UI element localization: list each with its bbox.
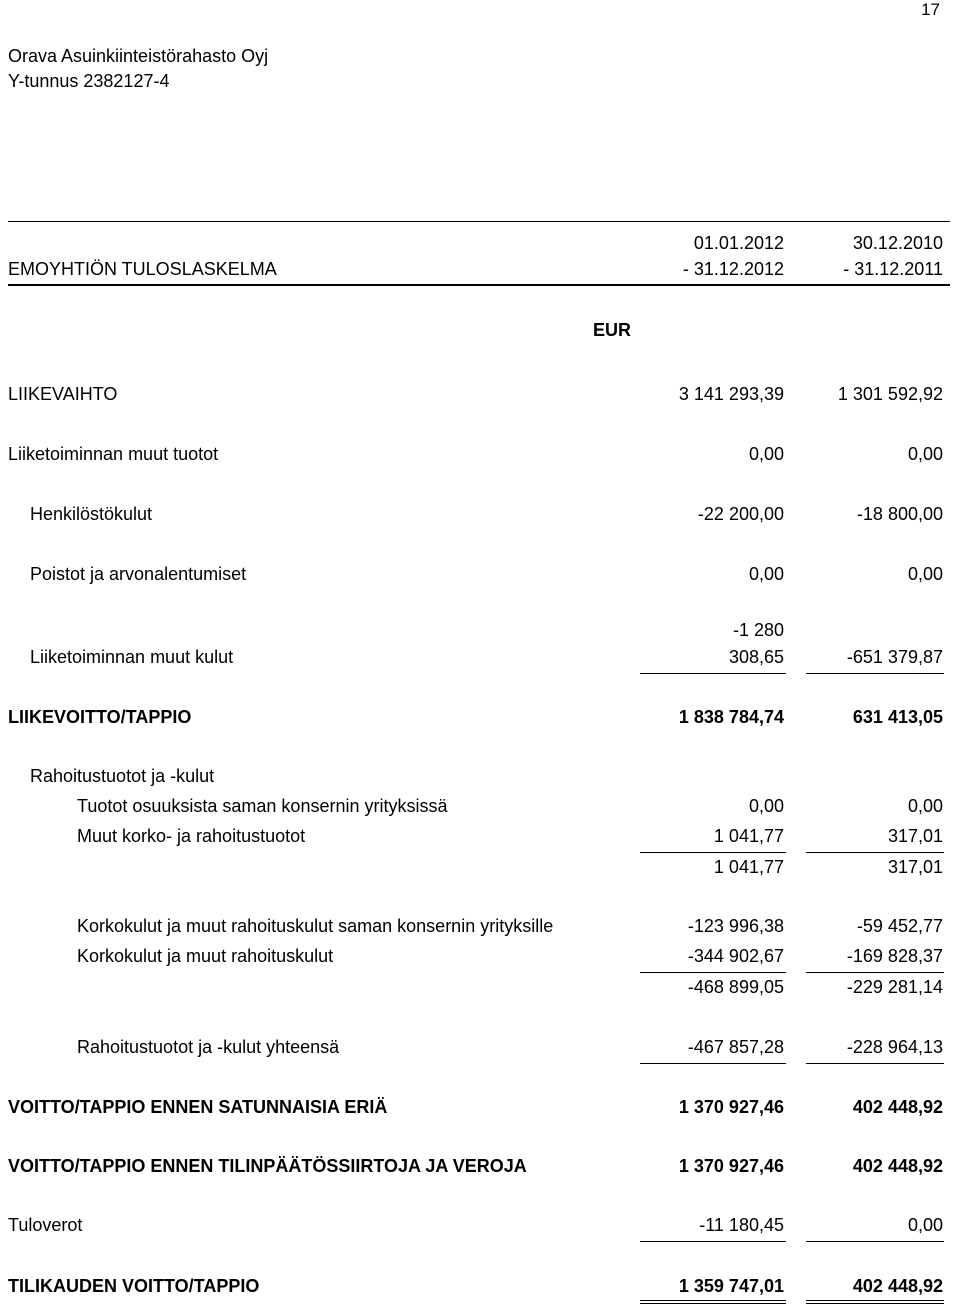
value-ennen-tilinp-2012: 1 370 927,46 bbox=[678, 1156, 784, 1176]
value-tuloverot-2011: 0,00 bbox=[907, 1215, 943, 1235]
value-ennen-satunn-2011: 402 448,92 bbox=[852, 1097, 943, 1117]
value-korkokulut-konserni-2012: -123 996,38 bbox=[687, 916, 784, 936]
value-kulut-sum-2012: -468 899,05 bbox=[687, 977, 784, 997]
double-underline-tilikauden-2011-b bbox=[806, 1303, 944, 1304]
value-muut-kulut-2012-line2: 308,65 bbox=[728, 647, 784, 667]
period1-end: - 31.12.2012 bbox=[682, 259, 784, 279]
value-liikevaihto-2012: 3 141 293,39 bbox=[678, 384, 784, 404]
business-id: Y-tunnus 2382127-4 bbox=[8, 71, 170, 91]
underline-tuloverot-2012 bbox=[640, 1241, 786, 1242]
value-kulut-sum-2011: -229 281,14 bbox=[846, 977, 943, 997]
row-label-rahoitus-heading: Rahoitustuotot ja -kulut bbox=[30, 766, 215, 786]
value-tuloverot-2012: -11 180,45 bbox=[699, 1215, 784, 1235]
underline-rahoitus-yht-2012 bbox=[640, 1063, 786, 1064]
value-liikevaihto-2011: 1 301 592,92 bbox=[837, 384, 943, 404]
row-label-muut-korko: Muut korko- ja rahoitustuotot bbox=[77, 826, 306, 846]
period2-start: 30.12.2010 bbox=[852, 233, 943, 253]
value-korkokulut-2012: -344 902,67 bbox=[687, 946, 784, 966]
row-label-korkokulut: Korkokulut ja muut rahoituskulut bbox=[77, 946, 334, 966]
value-tuotot-konserni-2012: 0,00 bbox=[748, 796, 784, 816]
company-name: Orava Asuinkiinteistörahasto Oyj bbox=[8, 46, 269, 66]
row-label-ennen-satunn: VOITTO/TAPPIO ENNEN SATUNNAISIA ERIÄ bbox=[8, 1097, 388, 1117]
row-label-muut-kulut: Liiketoiminnan muut kulut bbox=[30, 647, 234, 667]
double-underline-tilikauden-2011-a bbox=[806, 1300, 944, 1301]
underline-korkokulut-2011 bbox=[806, 972, 944, 973]
value-liikevoitto-2011: 631 413,05 bbox=[852, 707, 943, 727]
period1-start: 01.01.2012 bbox=[693, 233, 784, 253]
value-rahoitus-yht-2011: -228 964,13 bbox=[846, 1037, 943, 1057]
underline-rahoitus-yht-2011 bbox=[806, 1063, 944, 1064]
row-label-tuotot-konserni: Tuotot osuuksista saman konsernin yrityksissä bbox=[77, 796, 448, 816]
value-muut-tuotot-2012: 0,00 bbox=[748, 444, 784, 464]
statement-title: EMOYHTIÖN TULOSLASKELMA bbox=[8, 259, 277, 279]
value-poistot-2011: 0,00 bbox=[907, 564, 943, 584]
value-tuotot-konserni-2011: 0,00 bbox=[907, 796, 943, 816]
underline-korkokulut-2012 bbox=[640, 972, 786, 973]
row-label-ennen-tilinp: VOITTO/TAPPIO ENNEN TILINPÄÄTÖSSIIRTOJA JA VEROJA bbox=[8, 1156, 527, 1176]
header-top-rule bbox=[8, 221, 950, 222]
row-label-liikevoitto: LIIKEVOITTO/TAPPIO bbox=[8, 707, 192, 727]
value-tuotot-sum-2011: 317,01 bbox=[887, 857, 943, 877]
double-underline-tilikauden-2012-a bbox=[640, 1300, 786, 1301]
value-korkokulut-konserni-2011: -59 452,77 bbox=[856, 916, 943, 936]
row-label-poistot: Poistot ja arvonalentumiset bbox=[30, 564, 247, 584]
value-henkilosto-2011: -18 800,00 bbox=[856, 504, 943, 524]
row-label-tuloverot: Tuloverot bbox=[8, 1215, 83, 1235]
underline-muut-kulut-2011 bbox=[806, 673, 944, 674]
value-korkokulut-2011: -169 828,37 bbox=[846, 946, 943, 966]
underline-tuloverot-2011 bbox=[806, 1241, 944, 1242]
row-label-henkilosto: Henkilöstökulut bbox=[30, 504, 153, 524]
value-muut-tuotot-2011: 0,00 bbox=[907, 444, 943, 464]
currency-label: EUR bbox=[593, 320, 632, 340]
row-label-liikevaihto: LIIKEVAIHTO bbox=[8, 384, 118, 404]
value-muut-kulut-2012-line1: -1 280 bbox=[732, 620, 784, 640]
header-bottom-rule bbox=[8, 284, 950, 286]
row-label-tilikauden: TILIKAUDEN VOITTO/TAPPIO bbox=[8, 1276, 260, 1296]
period2-end: - 31.12.2011 bbox=[843, 259, 943, 279]
value-liikevoitto-2012: 1 838 784,74 bbox=[678, 707, 784, 727]
page-number: 17 bbox=[921, 0, 940, 19]
double-underline-tilikauden-2012-b bbox=[640, 1303, 786, 1304]
value-poistot-2012: 0,00 bbox=[748, 564, 784, 584]
value-muut-korko-2012: 1 041,77 bbox=[713, 826, 784, 846]
value-tilikauden-2012: 1 359 747,01 bbox=[678, 1276, 784, 1296]
value-muut-korko-2011: 317,01 bbox=[887, 826, 943, 846]
underline-muut-kulut-2012 bbox=[640, 673, 786, 674]
underline-muut-korko-2011 bbox=[806, 852, 944, 853]
value-tilikauden-2011: 402 448,92 bbox=[852, 1276, 943, 1296]
value-ennen-satunn-2012: 1 370 927,46 bbox=[678, 1097, 784, 1117]
value-tuotot-sum-2012: 1 041,77 bbox=[713, 857, 784, 877]
underline-muut-korko-2012 bbox=[640, 852, 786, 853]
value-muut-kulut-2011: -651 379,87 bbox=[846, 647, 943, 667]
value-ennen-tilinp-2011: 402 448,92 bbox=[852, 1156, 943, 1176]
value-rahoitus-yht-2012: -467 857,28 bbox=[687, 1037, 784, 1057]
row-label-rahoitus-yht: Rahoitustuotot ja -kulut yhteensä bbox=[77, 1037, 340, 1057]
row-label-muut-tuotot: Liiketoiminnan muut tuotot bbox=[8, 444, 219, 464]
value-henkilosto-2012: -22 200,00 bbox=[697, 504, 784, 524]
row-label-korkokulut-konserni: Korkokulut ja muut rahoituskulut saman konsernin yrityksille bbox=[77, 916, 554, 936]
